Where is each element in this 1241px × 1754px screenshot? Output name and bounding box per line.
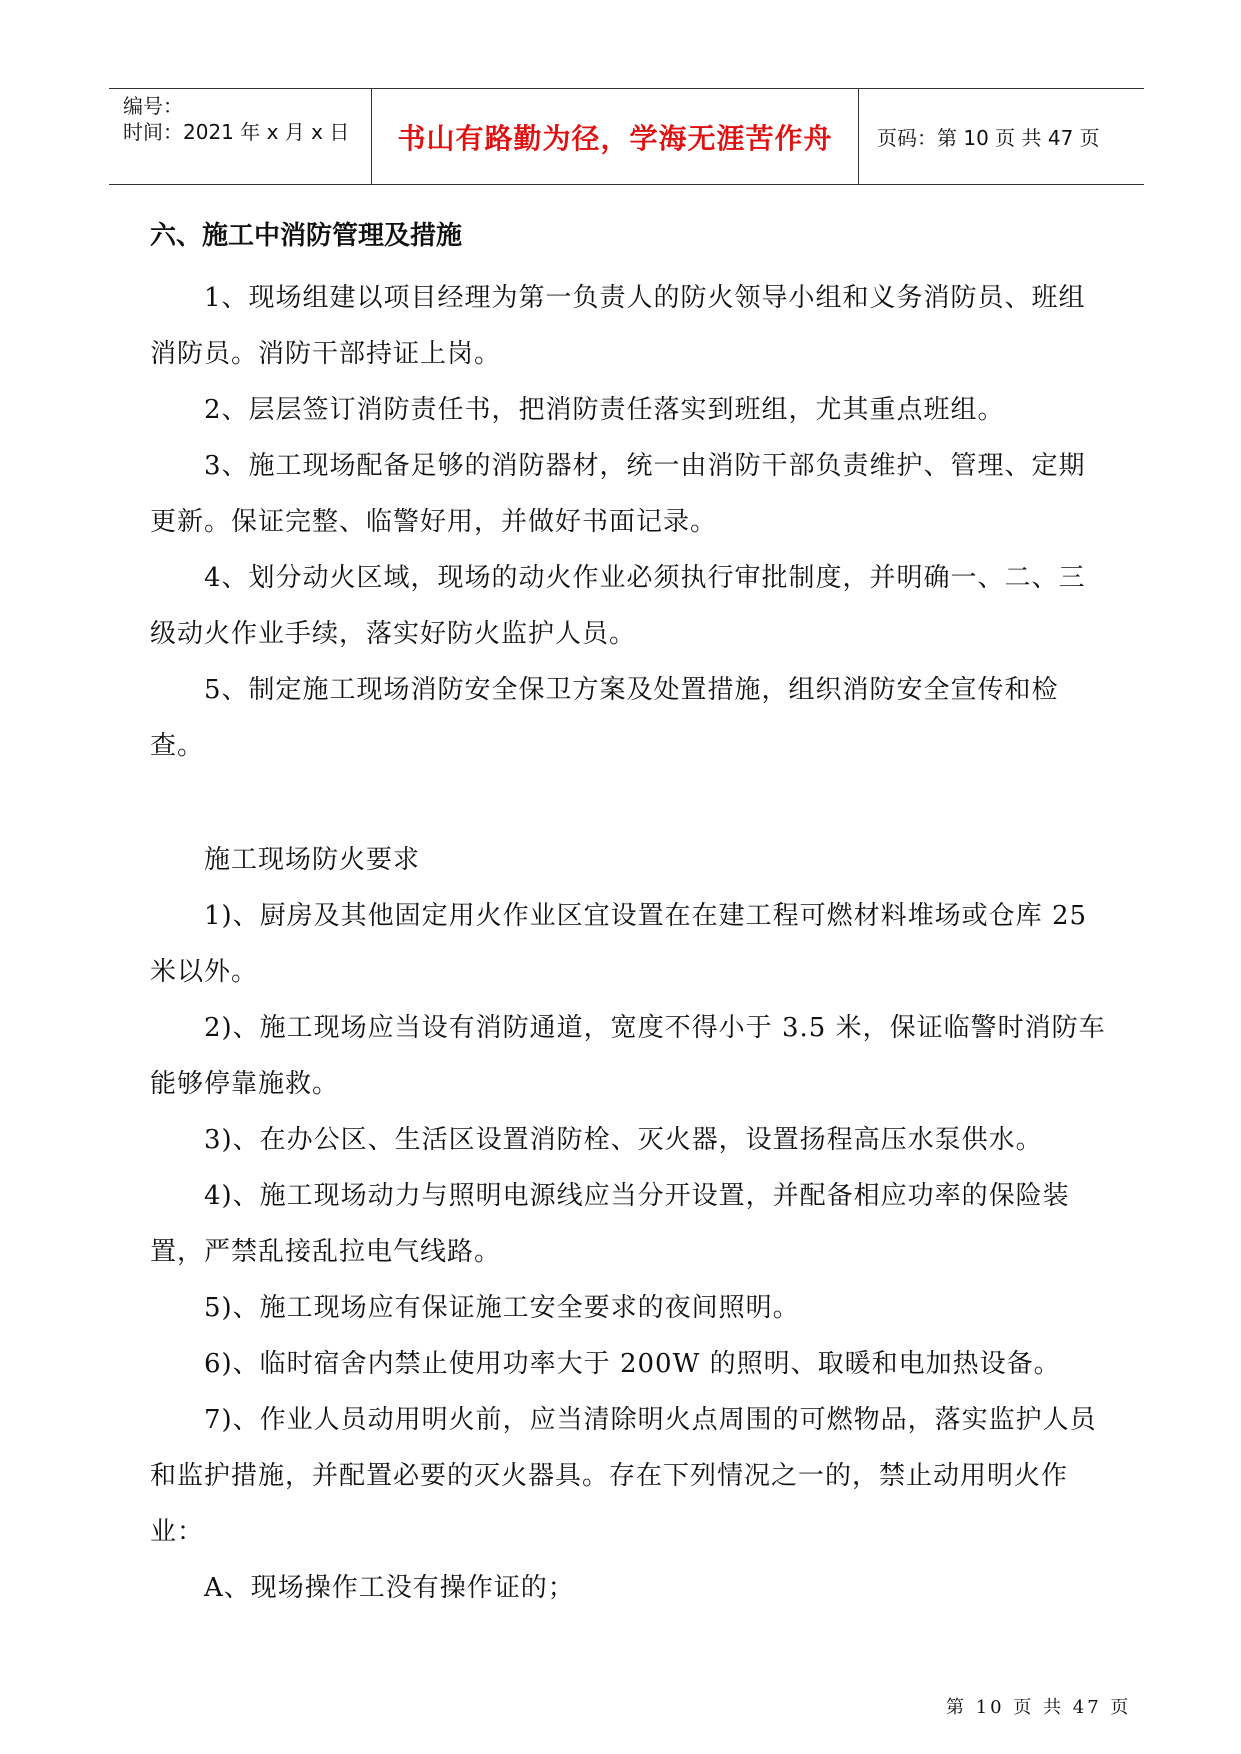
header-page-cell	[859, 89, 1144, 184]
subsection-title: 施工现场防火要求	[204, 845, 421, 875]
requirement-paragraph: 7)、作业人员动用明火前，应当清除明火点周围的可燃物品，落实监护人员和监护措施，并配置必要的灭火器具。存在下列情况之一的，禁止动用明火作业：	[150, 1405, 1097, 1547]
blank-line	[150, 774, 1110, 832]
document-body	[150, 206, 1110, 1616]
header-page-number: 页码：第 10 页 共 47 页	[877, 126, 1100, 150]
measure-paragraph: 1、现场组建以项目经理为第一负责人的防火领导小组和义务消防员、班组消防员。消防干部持证上岗。	[150, 283, 1086, 369]
measure-paragraph: 4、划分动火区域，现场的动火作业必须执行审批制度，并明确一、二、三级动火作业手续，落实好防火监护人员。	[150, 563, 1086, 649]
measure-paragraph: 2、层层签订消防责任书，把消防责任落实到班组，尤其重点班组。	[204, 395, 1005, 425]
requirement-paragraph: 4)、施工现场动力与照明电源线应当分开设置，并配备相应功率的保险装置，严禁乱接乱拉电气线路。	[150, 1181, 1070, 1267]
requirement-paragraph: A、现场操作工没有操作证的；	[204, 1573, 575, 1603]
header-meta-cell	[109, 89, 372, 184]
measure-paragraph: 3、施工现场配备足够的消防器材，统一由消防干部负责维护、管理、定期更新。保证完整、临警好用，并做好书面记录。	[150, 451, 1086, 537]
measure-paragraph: 5、制定施工现场消防安全保卫方案及处置措施，组织消防安全宣传和检查。	[150, 675, 1059, 761]
requirement-paragraph: 5)、施工现场应有保证施工安全要求的夜间照明。	[204, 1293, 800, 1323]
page-header	[109, 88, 1144, 185]
requirement-paragraph: 2)、施工现场应当设有消防通道，宽度不得小于 3.5 米，保证临警时消防车能够停靠施救。	[150, 1013, 1106, 1099]
document-date-label: 时间：2021 年 x 月 x 日	[123, 120, 350, 144]
header-motto-cell	[372, 89, 859, 184]
section-title: 六、施工中消防管理及措施	[150, 221, 463, 251]
requirement-paragraph: 6)、临时宿舍内禁止使用功率大于 200W 的照明、取暖和电加热设备。	[204, 1349, 1061, 1379]
requirement-paragraph: 3)、在办公区、生活区设置消防栓、灭火器，设置扬程高压水泵供水。	[204, 1125, 1043, 1155]
document-number-label: 编号：	[123, 94, 183, 118]
requirement-paragraph: 1)、厨房及其他固定用火作业区宜设置在在建工程可燃材料堆场或仓库 25 米以外。	[150, 901, 1088, 987]
header-motto: 书山有路勤为径，学海无涯苦作舟	[397, 121, 833, 155]
page-footer: 第 10 页 共 47 页	[946, 1697, 1132, 1718]
